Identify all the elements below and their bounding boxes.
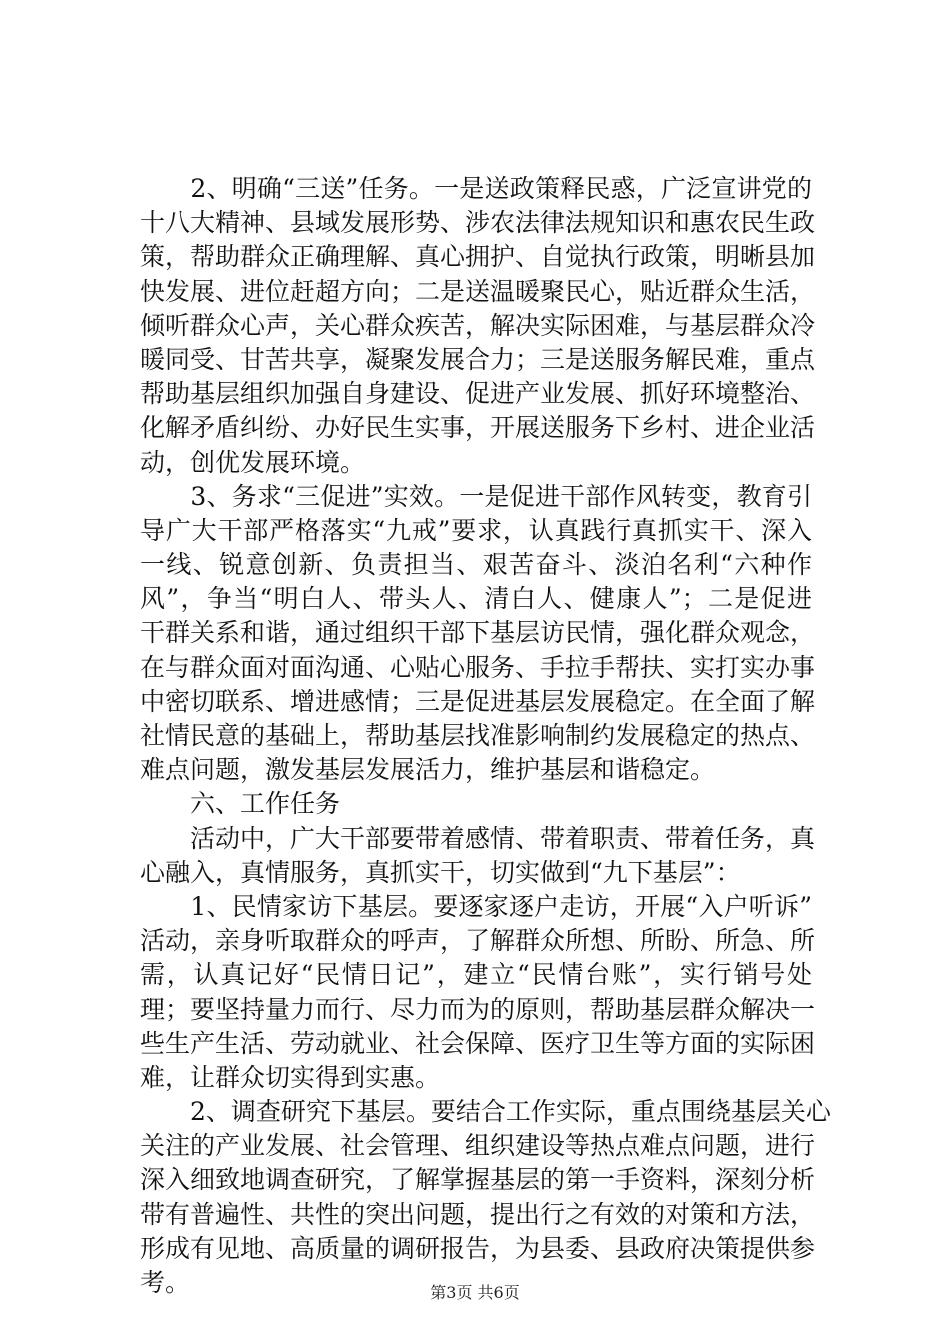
text-line: 1、民情家访下基层。要逐家逐户走访，开展“入户听诉” bbox=[140, 891, 812, 921]
text-line: 些生产生活、劳动就业、社会保障、医疗卫生等方面的实际困 bbox=[140, 1028, 816, 1058]
text-line: 活动中，广大干部要带着感情、带着职责、带着任务，真 bbox=[140, 823, 816, 853]
text-line: 3、务求“三促进”实效。一是促进干部作风转变，教育引 bbox=[140, 481, 812, 511]
paragraph-item-2 bbox=[140, 1095, 831, 1300]
text-line: 形成有见地、高质量的调研报告，为县委、县政府决策提供参 bbox=[140, 1233, 816, 1263]
text-line: 导广大干部严格落实“九戒”要求，认真践行真抓实干、深入 bbox=[140, 515, 812, 545]
text-line: 风”，争当“明白人、带头人、清白人、健康人”；二是促进 bbox=[140, 584, 812, 614]
text-line: 社情民意的基础上，帮助基层找准影响制约发展稳定的热点、 bbox=[140, 721, 816, 750]
text-line: 一线、锐意创新、负责担当、艰苦奋斗、淡泊名利“六种作 bbox=[140, 550, 812, 580]
text-line: 十八大精神、县域发展形势、涉农法律法规知识和惠农民生政 bbox=[140, 208, 816, 238]
text-line: 动，创优发展环境。 bbox=[140, 447, 366, 477]
text-line: 带有普遍性、共性的突出问题，提出行之有效的对策和方法， bbox=[140, 1199, 816, 1229]
paragraph-item-1 bbox=[140, 890, 816, 1095]
page-number: 第3页 共6页 bbox=[430, 1283, 520, 1302]
text-line: 考。 bbox=[140, 1268, 191, 1297]
text-line: 快发展、进位赶超方向；二是送温暖聚民心，贴近群众生活， bbox=[140, 276, 816, 306]
text-line: 理；要坚持量力而行、尽力而为的原则，帮助基层群众解决一 bbox=[140, 994, 816, 1024]
paragraph-1 bbox=[140, 172, 816, 480]
page-footer bbox=[0, 1280, 950, 1303]
text-line: 倾听群众心声，关心群众疾苦，解决实际困难，与基层群众冷 bbox=[140, 310, 816, 340]
document-body bbox=[140, 172, 831, 1300]
text-line: 活动，亲身听取群众的呼声，了解群众所想、所盼、所急、所 bbox=[140, 926, 816, 956]
text-line: 2、调查研究下基层。要结合工作实际，重点围绕基层关心 bbox=[140, 1097, 831, 1127]
text-line: 在与群众面对面沟通、心贴心服务、手拉手帮扶、实打实办事 bbox=[140, 652, 816, 682]
section-heading bbox=[140, 787, 812, 821]
paragraph-2 bbox=[140, 480, 816, 788]
text-line: 2、明确“三送”任务。一是送政策释民惑，广泛宣讲党的 bbox=[140, 174, 812, 203]
text-line: 关注的产业发展、社会管理、组织建设等热点难点问题，进行 bbox=[140, 1131, 816, 1161]
text-line: 中密切联系、增进感情；三是促进基层发展稳定。在全面了解 bbox=[140, 686, 816, 716]
text-line: 心融入，真情服务，真抓实干，切实做到“九下基层”： bbox=[140, 857, 741, 887]
text-line: 难点问题，激发基层发展活力，维护基层和谐稳定。 bbox=[140, 755, 716, 785]
text-line: 策，帮助群众正确理解、真心拥护、自觉执行政策，明晰县加 bbox=[140, 242, 816, 272]
text-line: 帮助基层组织加强自身建设、促进产业发展、抓好环境整治、 bbox=[140, 379, 816, 409]
text-line: 深入细致地调查研究，了解掌握基层的第一手资料，深刻分析 bbox=[140, 1165, 816, 1195]
text-line: 化解矛盾纠纷、办好民生实事，开展送服务下乡村、进企业活 bbox=[140, 413, 816, 443]
text-line: 暖同受、甘苦共享，凝聚发展合力；三是送服务解民难，重点 bbox=[140, 344, 816, 374]
text-line: 干群关系和谐，通过组织干部下基层访民情，强化群众观念， bbox=[140, 618, 816, 648]
text-line: 需，认真记好“民情日记”，建立“民情台账”，实行销号处 bbox=[140, 960, 812, 990]
paragraph-intro bbox=[140, 822, 816, 890]
section-heading-text: 六、工作任务 bbox=[140, 789, 341, 819]
text-line: 难，让群众切实得到实惠。 bbox=[140, 1062, 441, 1092]
